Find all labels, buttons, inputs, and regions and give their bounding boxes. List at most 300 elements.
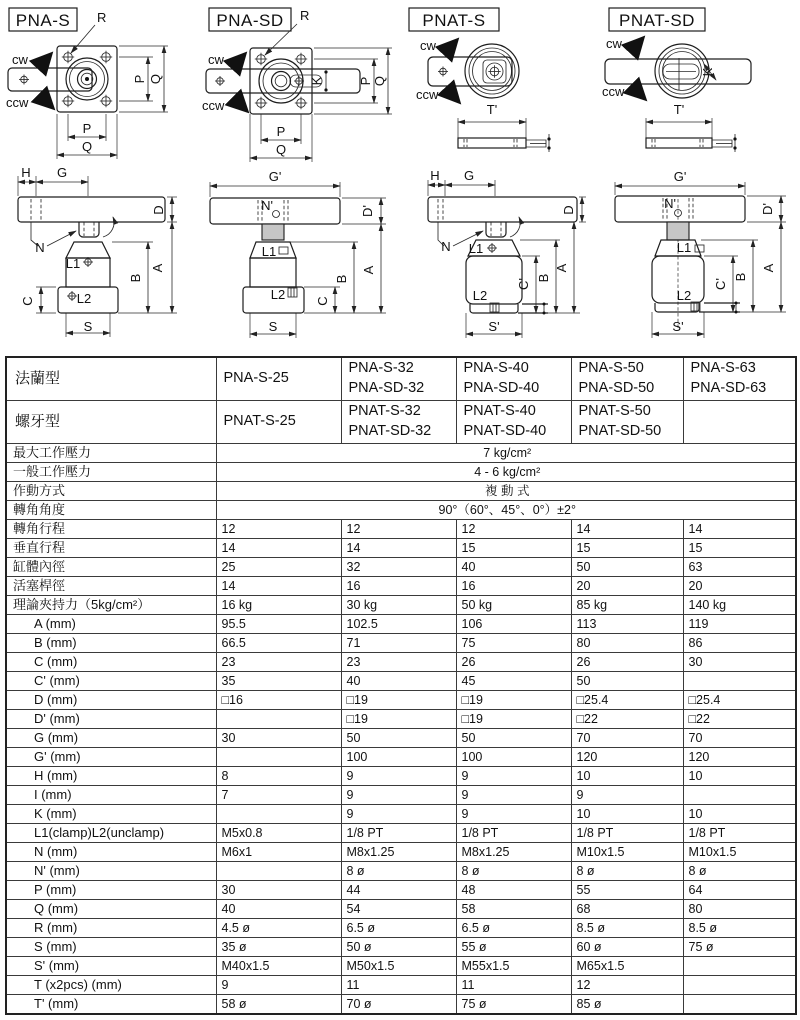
value-cell: 20	[571, 577, 683, 596]
title-box	[409, 8, 499, 31]
model-cell: PNA-S-32 PNA-SD-32	[341, 357, 456, 401]
value-cell: 9	[216, 976, 341, 995]
diagram-title: PNAT-SD	[619, 11, 695, 30]
value-cell: M6x1	[216, 843, 341, 862]
value-cell: 30	[683, 653, 796, 672]
value-cell: 8 ø	[456, 862, 571, 881]
row-label: S' (mm)	[6, 957, 216, 976]
top-view	[6, 10, 168, 159]
value-cell: 14	[571, 520, 683, 539]
value-cell: M55x1.5	[456, 957, 571, 976]
value-cell: 55	[571, 881, 683, 900]
value-cell: 14	[216, 539, 341, 558]
value-cell: 70	[683, 729, 796, 748]
value-cell: 80	[683, 900, 796, 919]
value-cell: 1/8 PT	[683, 824, 796, 843]
value-cell: 30	[216, 881, 341, 900]
value-cell	[683, 976, 796, 995]
row-label: T' (mm)	[6, 995, 216, 1015]
dim-label-b: B	[733, 272, 748, 282]
value-cell: 50	[456, 729, 571, 748]
value-cell: 25	[216, 558, 341, 577]
value-cell: 9	[456, 786, 571, 805]
value-cell: 95.5	[216, 615, 341, 634]
value-cell	[216, 748, 341, 767]
spec-table-body	[6, 357, 796, 1014]
table-row	[6, 729, 796, 748]
value-cell: 10	[683, 805, 796, 824]
value-cell: 55 ø	[456, 938, 571, 957]
table-row	[6, 748, 796, 767]
value-cell: 50 kg	[456, 596, 571, 615]
value-cell: 4.5 ø	[216, 919, 341, 938]
swing-arc-icon	[510, 217, 520, 237]
value-cell: 8.5 ø	[683, 919, 796, 938]
value-cell: 66.5	[216, 634, 341, 653]
table-row	[6, 615, 796, 634]
dim-label-b: B	[334, 274, 349, 284]
value-cell: □19	[456, 710, 571, 729]
dim-label-r: R	[97, 10, 107, 25]
value-cell: 7	[216, 786, 341, 805]
value-cell: 26	[456, 653, 571, 672]
row-value: 7 kg/cm²	[216, 444, 796, 463]
value-cell: 35 ø	[216, 938, 341, 957]
value-cell: 58 ø	[216, 995, 341, 1015]
value-cell: 23	[216, 653, 341, 672]
dim-label-r: R	[300, 8, 310, 23]
n-prime-hole	[273, 211, 280, 218]
value-cell: 40	[216, 900, 341, 919]
value-cell: 70	[571, 729, 683, 748]
value-cell: 58	[456, 900, 571, 919]
value-cell	[683, 995, 796, 1015]
extension-lines	[428, 180, 586, 338]
dim-label-n: N	[441, 239, 451, 254]
value-cell: 20	[683, 577, 796, 596]
row-label: 轉角角度	[6, 501, 216, 520]
dim-label-c-prime: C'	[516, 278, 531, 290]
port-label-l2: L2	[76, 291, 92, 306]
table-row	[6, 938, 796, 957]
port-label-l2: L2	[472, 288, 488, 303]
ccw-label: ccw	[602, 84, 625, 99]
row-label: S (mm)	[6, 938, 216, 957]
value-cell: 8 ø	[683, 862, 796, 881]
value-cell: 14	[683, 520, 796, 539]
technical-drawings	[0, 0, 800, 352]
table-row	[6, 577, 796, 596]
table-row	[6, 805, 796, 824]
value-cell: 10	[571, 767, 683, 786]
r-leader-line	[71, 25, 95, 53]
row-value: 90°（60°、45°、0°）±2°	[216, 501, 796, 520]
row-label: D (mm)	[6, 691, 216, 710]
model-cell: PNA-S-25	[216, 357, 341, 401]
row-label: N (mm)	[6, 843, 216, 862]
port-label-l2: L2	[676, 288, 692, 303]
table-row	[6, 786, 796, 805]
row-value: 複 動 式	[216, 482, 796, 501]
dim-label-s: S	[83, 319, 93, 334]
cw-label: cw	[420, 38, 436, 53]
dim-label-n: N	[35, 240, 45, 255]
row-label: C' (mm)	[6, 672, 216, 691]
side-view	[646, 102, 737, 152]
value-cell: □19	[341, 691, 456, 710]
dim-label-k: K	[700, 67, 715, 77]
model-cell: PNA-S-40 PNA-SD-40	[456, 357, 571, 401]
value-cell: 9	[571, 786, 683, 805]
value-cell: 12	[341, 520, 456, 539]
dim-label-a: A	[554, 263, 569, 273]
top-view	[416, 38, 519, 102]
value-cell: 12	[456, 520, 571, 539]
row-label: K (mm)	[6, 805, 216, 824]
extension-lines	[458, 118, 526, 140]
port-label-l1: L1	[676, 240, 692, 255]
dim-label-g-prime: G'	[673, 169, 687, 184]
table-row	[6, 653, 796, 672]
value-cell: 102.5	[341, 615, 456, 634]
ccw-label: ccw	[416, 87, 439, 102]
value-cell: 1/8 PT	[456, 824, 571, 843]
value-cell: □19	[341, 710, 456, 729]
value-cell: 12	[571, 976, 683, 995]
ccw-label: ccw	[202, 98, 225, 113]
value-cell: M50x1.5	[341, 957, 456, 976]
model-cell	[683, 401, 796, 444]
row-label: G (mm)	[6, 729, 216, 748]
port-label-l1: L1	[468, 241, 484, 256]
value-cell: 30	[216, 729, 341, 748]
dim-label-d: D	[561, 205, 576, 215]
side-view	[458, 102, 551, 152]
value-cell: M5x0.8	[216, 824, 341, 843]
row-label: 缸體內徑	[6, 558, 216, 577]
model-cell: PNAT-S-25	[216, 401, 341, 444]
value-cell: 64	[683, 881, 796, 900]
value-cell: 44	[341, 881, 456, 900]
value-cell: □22	[571, 710, 683, 729]
dim-label-a: A	[150, 263, 165, 273]
row-label: Q (mm)	[6, 900, 216, 919]
model-cell: PNA-S-50 PNA-SD-50	[571, 357, 683, 401]
value-cell: □19	[456, 691, 571, 710]
cw-label: cw	[606, 36, 622, 51]
value-cell: 75	[456, 634, 571, 653]
value-cell: M8x1.25	[456, 843, 571, 862]
front-view	[428, 168, 586, 338]
value-cell: 50	[571, 558, 683, 577]
value-cell: 16	[341, 577, 456, 596]
table-row	[6, 672, 796, 691]
table-row	[6, 401, 796, 444]
value-cell: 9	[341, 786, 456, 805]
title-box	[9, 8, 77, 31]
value-cell: 120	[683, 748, 796, 767]
dim-label-s-prime: S'	[488, 319, 500, 334]
value-cell: M10x1.5	[571, 843, 683, 862]
value-cell: M10x1.5	[683, 843, 796, 862]
row-label: B (mm)	[6, 634, 216, 653]
table-row	[6, 767, 796, 786]
extension-lines	[250, 48, 392, 162]
front-view	[615, 169, 786, 338]
dim-label-p-bottom: P	[276, 124, 286, 139]
swing-arc-icon	[103, 217, 114, 237]
value-cell: 23	[341, 653, 456, 672]
value-cell: 12	[216, 520, 341, 539]
dim-label-c-prime: C'	[713, 278, 728, 290]
value-cell: 16 kg	[216, 596, 341, 615]
row-label: D' (mm)	[6, 710, 216, 729]
value-cell: 120	[571, 748, 683, 767]
row-label: G' (mm)	[6, 748, 216, 767]
cw-arrow-icon	[234, 54, 245, 66]
front-view	[18, 165, 177, 337]
dim-label-t-prime: T'	[486, 102, 498, 117]
port-label-l1: L1	[65, 256, 81, 271]
value-cell: 68	[571, 900, 683, 919]
table-row	[6, 843, 796, 862]
value-cell: 8	[216, 767, 341, 786]
row-label: 最大工作壓力	[6, 444, 216, 463]
front-view	[210, 169, 386, 338]
row-label: N' (mm)	[6, 862, 216, 881]
dim-label-a: A	[761, 263, 776, 273]
model-cell: PNAT-S-32 PNAT-SD-32	[341, 401, 456, 444]
value-cell: 8 ø	[571, 862, 683, 881]
row-label: 活塞桿徑	[6, 577, 216, 596]
value-cell: 85 ø	[571, 995, 683, 1015]
model-cell: PNAT-S-40 PNAT-SD-40	[456, 401, 571, 444]
value-cell: M65x1.5	[571, 957, 683, 976]
n-leader-line	[47, 231, 76, 246]
value-cell: □25.4	[683, 691, 796, 710]
table-row	[6, 539, 796, 558]
table-row	[6, 634, 796, 653]
value-cell: 8 ø	[341, 862, 456, 881]
spec-table	[5, 356, 797, 1015]
dim-label-q-bottom: Q	[81, 139, 93, 154]
table-row	[6, 501, 796, 520]
dim-label-d-prime: D'	[360, 205, 375, 217]
cw-arrow-icon	[632, 38, 643, 50]
value-cell: 9	[456, 805, 571, 824]
value-cell	[216, 862, 341, 881]
value-cell: 71	[341, 634, 456, 653]
value-cell: 100	[456, 748, 571, 767]
dim-label-n-prime: N'	[261, 198, 273, 213]
table-row	[6, 558, 796, 577]
extension-lines	[646, 118, 712, 140]
row-label: 一般工作壓力	[6, 463, 216, 482]
value-cell: 16	[456, 577, 571, 596]
row-label: 作動方式	[6, 482, 216, 501]
cw-label: cw	[208, 52, 224, 67]
value-cell: □16	[216, 691, 341, 710]
value-cell: 45	[456, 672, 571, 691]
value-cell: 32	[341, 558, 456, 577]
value-cell: M40x1.5	[216, 957, 341, 976]
port-label-l2: L2	[270, 287, 286, 302]
value-cell: 9	[456, 767, 571, 786]
table-row	[6, 862, 796, 881]
row-label: L1(clamp)L2(unclamp)	[6, 824, 216, 843]
value-cell: 54	[341, 900, 456, 919]
value-cell: 15	[456, 539, 571, 558]
value-cell: 119	[683, 615, 796, 634]
table-row	[6, 357, 796, 401]
ccw-label: ccw	[6, 95, 29, 110]
table-row	[6, 881, 796, 900]
value-cell: 140 kg	[683, 596, 796, 615]
dim-label-d-prime: D'	[760, 203, 775, 215]
diagram-pnat-s	[400, 0, 600, 352]
value-cell	[683, 957, 796, 976]
value-cell: 6.5 ø	[456, 919, 571, 938]
dim-label-t-prime: T'	[673, 102, 685, 117]
value-cell: 26	[571, 653, 683, 672]
dim-label-s-prime: S'	[672, 319, 684, 334]
table-row	[6, 957, 796, 976]
title-box	[609, 8, 705, 31]
table-row	[6, 900, 796, 919]
value-cell: 75 ø	[456, 995, 571, 1015]
value-cell: 10	[683, 767, 796, 786]
dim-label-c: C	[20, 296, 35, 306]
port-label-l1: L1	[261, 244, 277, 259]
value-cell: 15	[571, 539, 683, 558]
dim-label-g-prime: G'	[268, 169, 282, 184]
dim-label-g: G	[56, 165, 68, 180]
diagram-pnat-sd	[600, 0, 800, 352]
value-cell: 40	[341, 672, 456, 691]
row-label: A (mm)	[6, 615, 216, 634]
dim-label-b: B	[536, 273, 551, 283]
diagram-pna-sd	[200, 0, 400, 352]
dim-label-q-side: Q	[372, 75, 387, 87]
row-label: 轉角行程	[6, 520, 216, 539]
value-cell: 60 ø	[571, 938, 683, 957]
value-cell: 9	[341, 805, 456, 824]
value-cell: 6.5 ø	[341, 919, 456, 938]
value-cell: □22	[683, 710, 796, 729]
row-label: 法蘭型	[6, 357, 216, 401]
row-label: C (mm)	[6, 653, 216, 672]
ccw-arrow-icon	[42, 97, 53, 108]
row-label: 螺牙型	[6, 401, 216, 444]
value-cell: 11	[341, 976, 456, 995]
top-view	[602, 36, 751, 99]
value-cell: 48	[456, 881, 571, 900]
ccw-arrow-icon	[448, 90, 459, 102]
value-cell: 30 kg	[341, 596, 456, 615]
table-row	[6, 710, 796, 729]
value-cell: 9	[341, 767, 456, 786]
model-cell: PNA-S-63 PNA-SD-63	[683, 357, 796, 401]
row-label: R (mm)	[6, 919, 216, 938]
value-cell: 35	[216, 672, 341, 691]
dim-label-k: K	[309, 76, 324, 86]
table-row	[6, 995, 796, 1015]
dim-label-p-side: P	[132, 74, 147, 84]
dim-label-h: H	[430, 168, 440, 183]
cw-arrow-icon	[40, 54, 51, 66]
table-row	[6, 444, 796, 463]
table-row	[6, 976, 796, 995]
diagram-title: PNA-SD	[216, 11, 284, 30]
value-cell	[216, 710, 341, 729]
value-cell: 85 kg	[571, 596, 683, 615]
value-cell: 113	[571, 615, 683, 634]
dim-label-q-bottom: Q	[275, 142, 287, 157]
value-cell	[683, 786, 796, 805]
dim-label-g: G	[463, 168, 475, 183]
value-cell: 40	[456, 558, 571, 577]
value-cell: 10	[571, 805, 683, 824]
value-cell	[216, 805, 341, 824]
row-label: I (mm)	[6, 786, 216, 805]
diagram-title: PNA-S	[15, 11, 71, 30]
diagram-title: PNAT-S	[422, 11, 486, 30]
row-label: 理論夾持力（5kg/cm²）	[6, 596, 216, 615]
value-cell: 15	[683, 539, 796, 558]
dim-label-n-prime: N'	[664, 196, 676, 211]
row-label: H (mm)	[6, 767, 216, 786]
dim-label-p-bottom: P	[82, 121, 92, 136]
dim-label-d: D	[151, 205, 166, 215]
ccw-arrow-icon	[634, 88, 645, 99]
value-cell: M8x1.25	[341, 843, 456, 862]
value-cell: 50 ø	[341, 938, 456, 957]
value-cell: 1/8 PT	[341, 824, 456, 843]
ccw-arrow-icon	[236, 100, 247, 111]
value-cell: 86	[683, 634, 796, 653]
diagram-pna-s	[0, 0, 200, 352]
cw-label: cw	[12, 52, 28, 67]
row-value: 4 - 6 kg/cm²	[216, 463, 796, 482]
value-cell: 80	[571, 634, 683, 653]
dim-label-b: B	[128, 273, 143, 283]
dim-label-q-side: Q	[148, 73, 163, 85]
table-row	[6, 824, 796, 843]
value-cell: 75 ø	[683, 938, 796, 957]
value-cell: 70 ø	[341, 995, 456, 1015]
row-label: T (x2pcs) (mm)	[6, 976, 216, 995]
value-cell: 63	[683, 558, 796, 577]
value-cell: 14	[216, 577, 341, 596]
dim-label-s: S	[268, 319, 278, 334]
dim-label-a: A	[361, 265, 376, 275]
dim-label-h: H	[21, 165, 31, 180]
value-cell: 50	[571, 672, 683, 691]
table-row	[6, 596, 796, 615]
table-row	[6, 691, 796, 710]
value-cell: 106	[456, 615, 571, 634]
value-cell: 1/8 PT	[571, 824, 683, 843]
value-cell	[683, 672, 796, 691]
title-box	[209, 8, 291, 31]
dim-label-p-side: P	[358, 76, 373, 86]
value-cell: 50	[341, 729, 456, 748]
row-label: P (mm)	[6, 881, 216, 900]
model-cell: PNAT-S-50 PNAT-SD-50	[571, 401, 683, 444]
value-cell: 14	[341, 539, 456, 558]
table-row	[6, 520, 796, 539]
value-cell: 100	[341, 748, 456, 767]
